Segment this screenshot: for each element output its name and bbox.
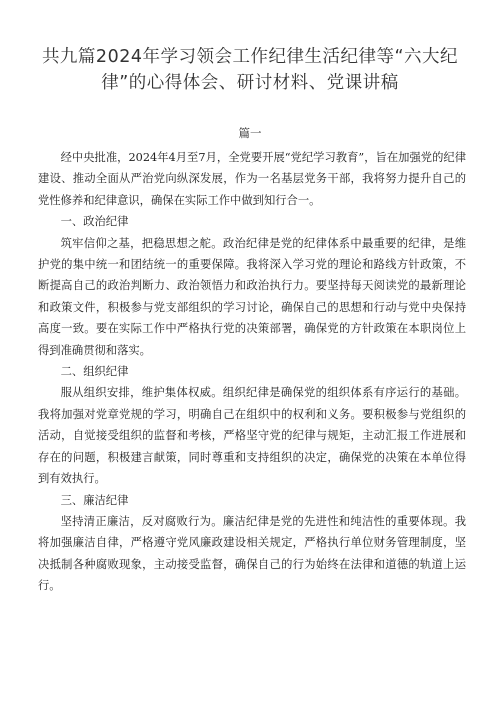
- intro-paragraph: 经中央批准，2024年4月至7月，全党要开展“党纪学习教育”，旨在加强党的纪律建设、推动全面从严治党向纵深发展，作为一名基层党务干部，我将努力提升自己的党性修养和纪律意识，确保在实际工作中做到知行合一。: [38, 151, 466, 207]
- subheading-political-discipline: 一、政治纪律: [60, 215, 129, 229]
- document-body: [38, 147, 466, 597]
- document-title: 共九篇2024年学习领会工作纪律生活纪律等“六大纪律”的心得体会、研讨材料、党课讲稿: [41, 47, 459, 93]
- subheading-organizational-discipline: 二、组织纪律: [60, 365, 129, 379]
- organizational-discipline-paragraph: 服从组织安排，维护集体权威。组织纪律是确保党的组织体系有序运行的基础。我将加强对党章党规的学习，明确自己在组织中的权利和义务。要积极参与党组织的活动，自觉接受组织的监督和考核，严格坚守党的纪律与规矩，主动汇报工作进展和存在的问题，积极建言献策，同时尊重和支持组织的决定，确保党的决策在本单位得到有效执行。: [38, 386, 466, 486]
- integrity-discipline-paragraph: 坚持清正廉洁，反对腐败行为。廉洁纪律是党的先进性和纯洁性的重要体现。我将加强廉洁自律，严格遵守党风廉政建设相关规定，严格执行单位财务管理制度，坚决抵制各种腐败现象，主动接受监督，确保自己的行为始终在法律和道德的轨道上运行。: [38, 514, 466, 593]
- section-heading: 篇一: [238, 126, 262, 140]
- subheading-integrity-discipline: 三、廉洁纪律: [60, 493, 129, 507]
- political-discipline-paragraph: 筑牢信仰之基，把稳思想之舵。政治纪律是党的纪律体系中最重要的纪律，是维护党的集中统一和团结统一的重要保障。我将深入学习党的理论和路线方针政策，不断提高自己的政治判断力、政治领悟力和政治执行力。要坚持每天阅读党的最新理论和政策文件，积极参与党支部组织的学习讨论，确保自己的思想和行动与党中央保持高度一致。要在实际工作中严格执行党的决策部署，确保党的方针政策在本职岗位上得到准确贯彻和落实。: [38, 236, 466, 357]
